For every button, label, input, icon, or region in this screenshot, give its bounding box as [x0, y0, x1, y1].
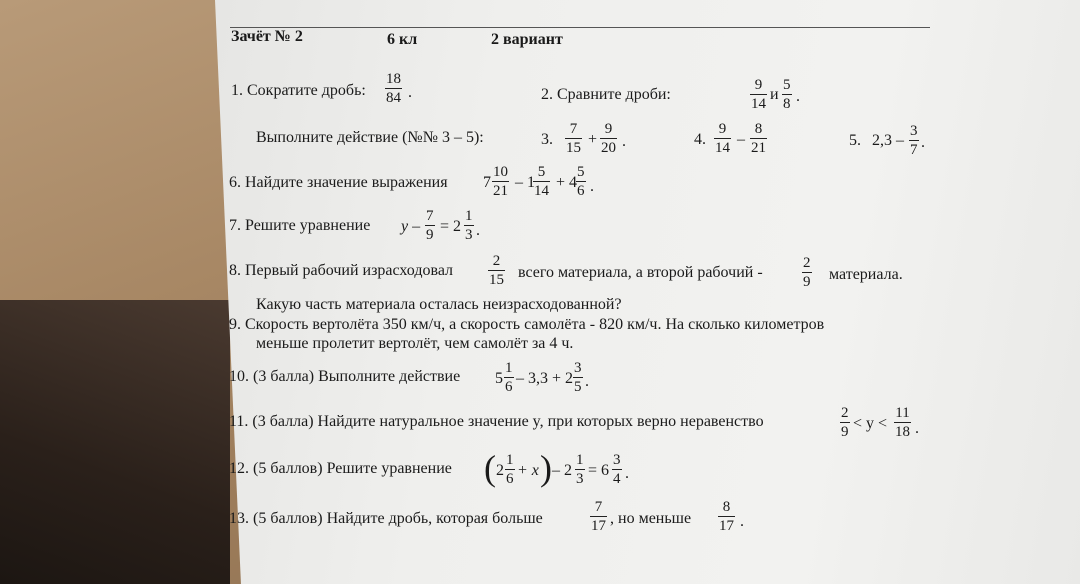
denominator: 21: [493, 183, 508, 199]
q13-fraction-1: [590, 498, 607, 535]
q9-line2: меньше пролетит вертолёт, чем самолёт за 4 ч.: [256, 335, 574, 352]
q11-mid: < y <: [853, 415, 888, 432]
numerator: 1: [465, 208, 473, 224]
top-rule: [230, 27, 930, 28]
q7-text: 7. Решите уравнение: [229, 217, 371, 234]
numerator: 9: [604, 121, 613, 137]
numerator: 10: [493, 164, 508, 180]
q2-end: .: [796, 88, 800, 105]
q13-end: .: [740, 513, 744, 530]
q10-fraction-1: [504, 359, 514, 396]
q12-eq: = 6: [588, 462, 610, 479]
denominator: 14: [534, 183, 549, 199]
numerator: 5: [783, 77, 791, 93]
worksheet-title: Зачёт № 2: [231, 28, 303, 45]
q6-end: .: [590, 178, 594, 195]
q5-fraction: [909, 122, 919, 159]
q3-label: 3.: [541, 131, 553, 148]
q11-fraction-1: [840, 404, 850, 441]
numerator: 9: [754, 77, 763, 93]
q7-fraction-2: [464, 207, 474, 244]
numerator: 18: [386, 71, 401, 87]
denominator: 17: [591, 518, 606, 534]
q8-line1a: 8. Первый рабочий израсходовал: [229, 262, 454, 279]
q12-right-paren: ): [540, 448, 552, 488]
q10-whole-1: 5: [495, 370, 503, 387]
q10-text: 10. (3 балла) Выполните действие: [229, 368, 461, 385]
denominator: 9: [803, 274, 811, 290]
q8-line1b: всего материала, а второй рабочий -: [518, 264, 763, 281]
q13-text: 13. (5 баллов) Найдите дробь, которая больше: [229, 510, 543, 527]
numerator: 5: [537, 164, 546, 180]
q12-text: 12. (5 баллов) Решите уравнение: [229, 460, 452, 477]
q6-op-2: + 4: [556, 174, 578, 191]
q2-fraction-a: [750, 76, 767, 113]
q13-fraction-2: [718, 498, 735, 535]
q7-fraction-1: [425, 207, 435, 244]
denominator: 9: [426, 227, 434, 243]
grade-label: 6 кл: [387, 31, 418, 48]
denominator: 3: [576, 471, 584, 487]
denominator: 8: [783, 96, 791, 112]
q4-label: 4.: [694, 131, 706, 148]
denominator: 6: [506, 471, 514, 487]
denominator: 5: [574, 379, 582, 395]
numerator: 3: [613, 452, 621, 468]
q5-label: 5.: [849, 132, 861, 149]
numerator: 5: [577, 164, 585, 180]
q2-and: и: [770, 86, 779, 103]
denominator: 4: [613, 471, 621, 487]
q11-text: 11. (3 балла) Найдите натуральное значение y, при которых верно неравенство: [229, 413, 764, 430]
q7-lhs: y –: [401, 218, 421, 235]
q13-mid: , но меньше: [610, 510, 692, 527]
q4-op: –: [737, 131, 745, 148]
denominator: 20: [601, 140, 616, 156]
q8-fraction-2: [802, 254, 812, 291]
q12-fraction-2: [575, 451, 585, 488]
q11-end: .: [915, 420, 919, 437]
denominator: 21: [751, 140, 766, 156]
numerator: 1: [576, 452, 584, 468]
denominator: 3: [465, 227, 473, 243]
denominator: 15: [489, 272, 504, 288]
q8-line2: Какую часть материала осталась неизрасходованной?: [256, 296, 622, 313]
q9-line1: 9. Скорость вертолёта 350 км/ч, а скорость самолёта - 820 км/ч. На сколько километров: [229, 316, 825, 333]
q1-fraction: [385, 70, 402, 107]
q12-mid: – 2: [552, 462, 572, 479]
q7-end: .: [476, 222, 480, 239]
denominator: 6: [505, 379, 513, 395]
numerator: 2: [841, 405, 849, 421]
q6-op-1: – 1: [515, 174, 535, 191]
q11-fraction-2: [894, 404, 911, 441]
q10-end: .: [585, 373, 589, 390]
denominator: 7: [910, 142, 918, 158]
q3-fraction-a: [565, 120, 582, 157]
q8-line1c: материала.: [829, 266, 903, 283]
q7-eq: = 2: [440, 218, 462, 235]
denominator: 17: [719, 518, 734, 534]
numerator: 2: [492, 253, 501, 269]
numerator: 8: [754, 121, 763, 137]
numerator: 1: [505, 360, 513, 376]
denominator: 6: [577, 183, 585, 199]
q5-end: .: [921, 134, 925, 151]
q3-fraction-b: [600, 120, 617, 157]
numerator: 9: [718, 121, 727, 137]
numerator: 7: [594, 499, 603, 515]
numerator: 1: [506, 452, 514, 468]
q1-end: .: [408, 84, 412, 101]
q4-fraction-a: [714, 120, 731, 157]
q4-fraction-b: [750, 120, 767, 157]
q6-fraction-1: [492, 163, 509, 200]
denominator: 14: [751, 96, 766, 112]
q12-left-paren: (: [484, 448, 496, 488]
q3-end: .: [622, 133, 626, 150]
actions-text: Выполните действие (№№ 3 – 5):: [256, 129, 484, 146]
q12-fraction-3: [612, 451, 622, 488]
numerator: 3: [910, 123, 918, 139]
q6-fraction-2: [533, 163, 550, 200]
q10-mid: – 3,3 + 2: [516, 370, 574, 387]
q6-fraction-3: [576, 163, 586, 200]
q10-fraction-2: [573, 359, 583, 396]
q12-end: .: [625, 465, 629, 482]
denominator: 84: [386, 90, 401, 106]
denominator: 9: [841, 424, 849, 440]
q6-text: 6. Найдите значение выражения: [229, 174, 448, 191]
denominator: 14: [715, 140, 730, 156]
q5-whole: 2,3 –: [872, 132, 904, 149]
numerator: 3: [574, 360, 582, 376]
q12-whole-1: 2: [496, 462, 504, 479]
q3-op: +: [588, 131, 598, 148]
q2-fraction-b: [782, 76, 792, 113]
q12-fraction-1: [505, 451, 515, 488]
q12-plusx: + x: [517, 462, 539, 479]
numerator: 2: [803, 255, 811, 271]
numerator: 7: [569, 121, 578, 137]
numerator: 8: [722, 499, 731, 515]
q6-whole-1: 7: [483, 174, 491, 191]
denominator: 18: [895, 424, 910, 440]
numerator: 7: [426, 208, 434, 224]
variant-label: 2 вариант: [491, 31, 563, 48]
q8-fraction-1: [488, 252, 505, 289]
denominator: 15: [566, 140, 581, 156]
q1-text: 1. Сократите дробь:: [231, 82, 366, 99]
table-shadow: [0, 300, 230, 584]
q2-text: 2. Сравните дроби:: [541, 86, 671, 103]
numerator: 11: [895, 405, 910, 421]
